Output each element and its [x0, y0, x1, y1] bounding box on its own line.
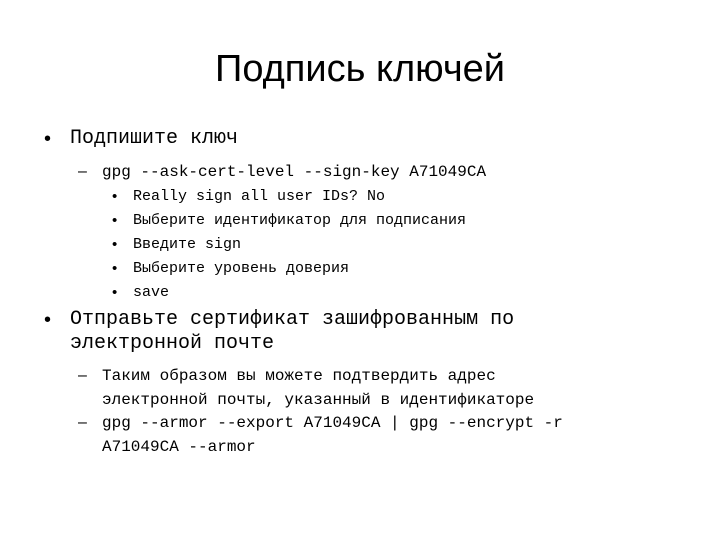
step-text: Введите sign — [133, 236, 242, 253]
sub-bullet-marker: – — [78, 367, 87, 384]
step-text: Really sign all user IDs? No — [133, 188, 386, 205]
sub-bullet-marker: – — [78, 163, 87, 180]
bullet-text: Отправьте сертификат зашифрованным по электронной почте — [70, 308, 515, 355]
step-marker: • — [112, 236, 118, 253]
step-marker: • — [112, 284, 118, 301]
step-marker: • — [112, 260, 118, 277]
sub-bullet-text: gpg --ask-cert-level --sign-key A71049CA — [102, 163, 487, 181]
step-text: save — [133, 284, 170, 301]
bullet-text: Подпишите ключ — [70, 127, 239, 150]
step-text: Выберите идентификатор для подписания — [133, 212, 467, 229]
sub-bullet-text: gpg --armor --export A71049CA | gpg --encrypt -r A71049CA --armor — [102, 414, 563, 456]
sub-bullet-text: Таким образом вы можете подтвердить адрес электронной почты, указанный в идентификаторе — [102, 367, 535, 409]
step-marker: • — [112, 188, 118, 205]
bullet-marker: • — [44, 128, 52, 150]
bullet-marker: • — [44, 309, 52, 331]
slide-title: Подпись ключей — [215, 48, 505, 90]
step-marker: • — [112, 212, 118, 229]
step-text: Выберите уровень доверия — [133, 260, 350, 277]
sub-bullet-marker: – — [78, 414, 87, 431]
